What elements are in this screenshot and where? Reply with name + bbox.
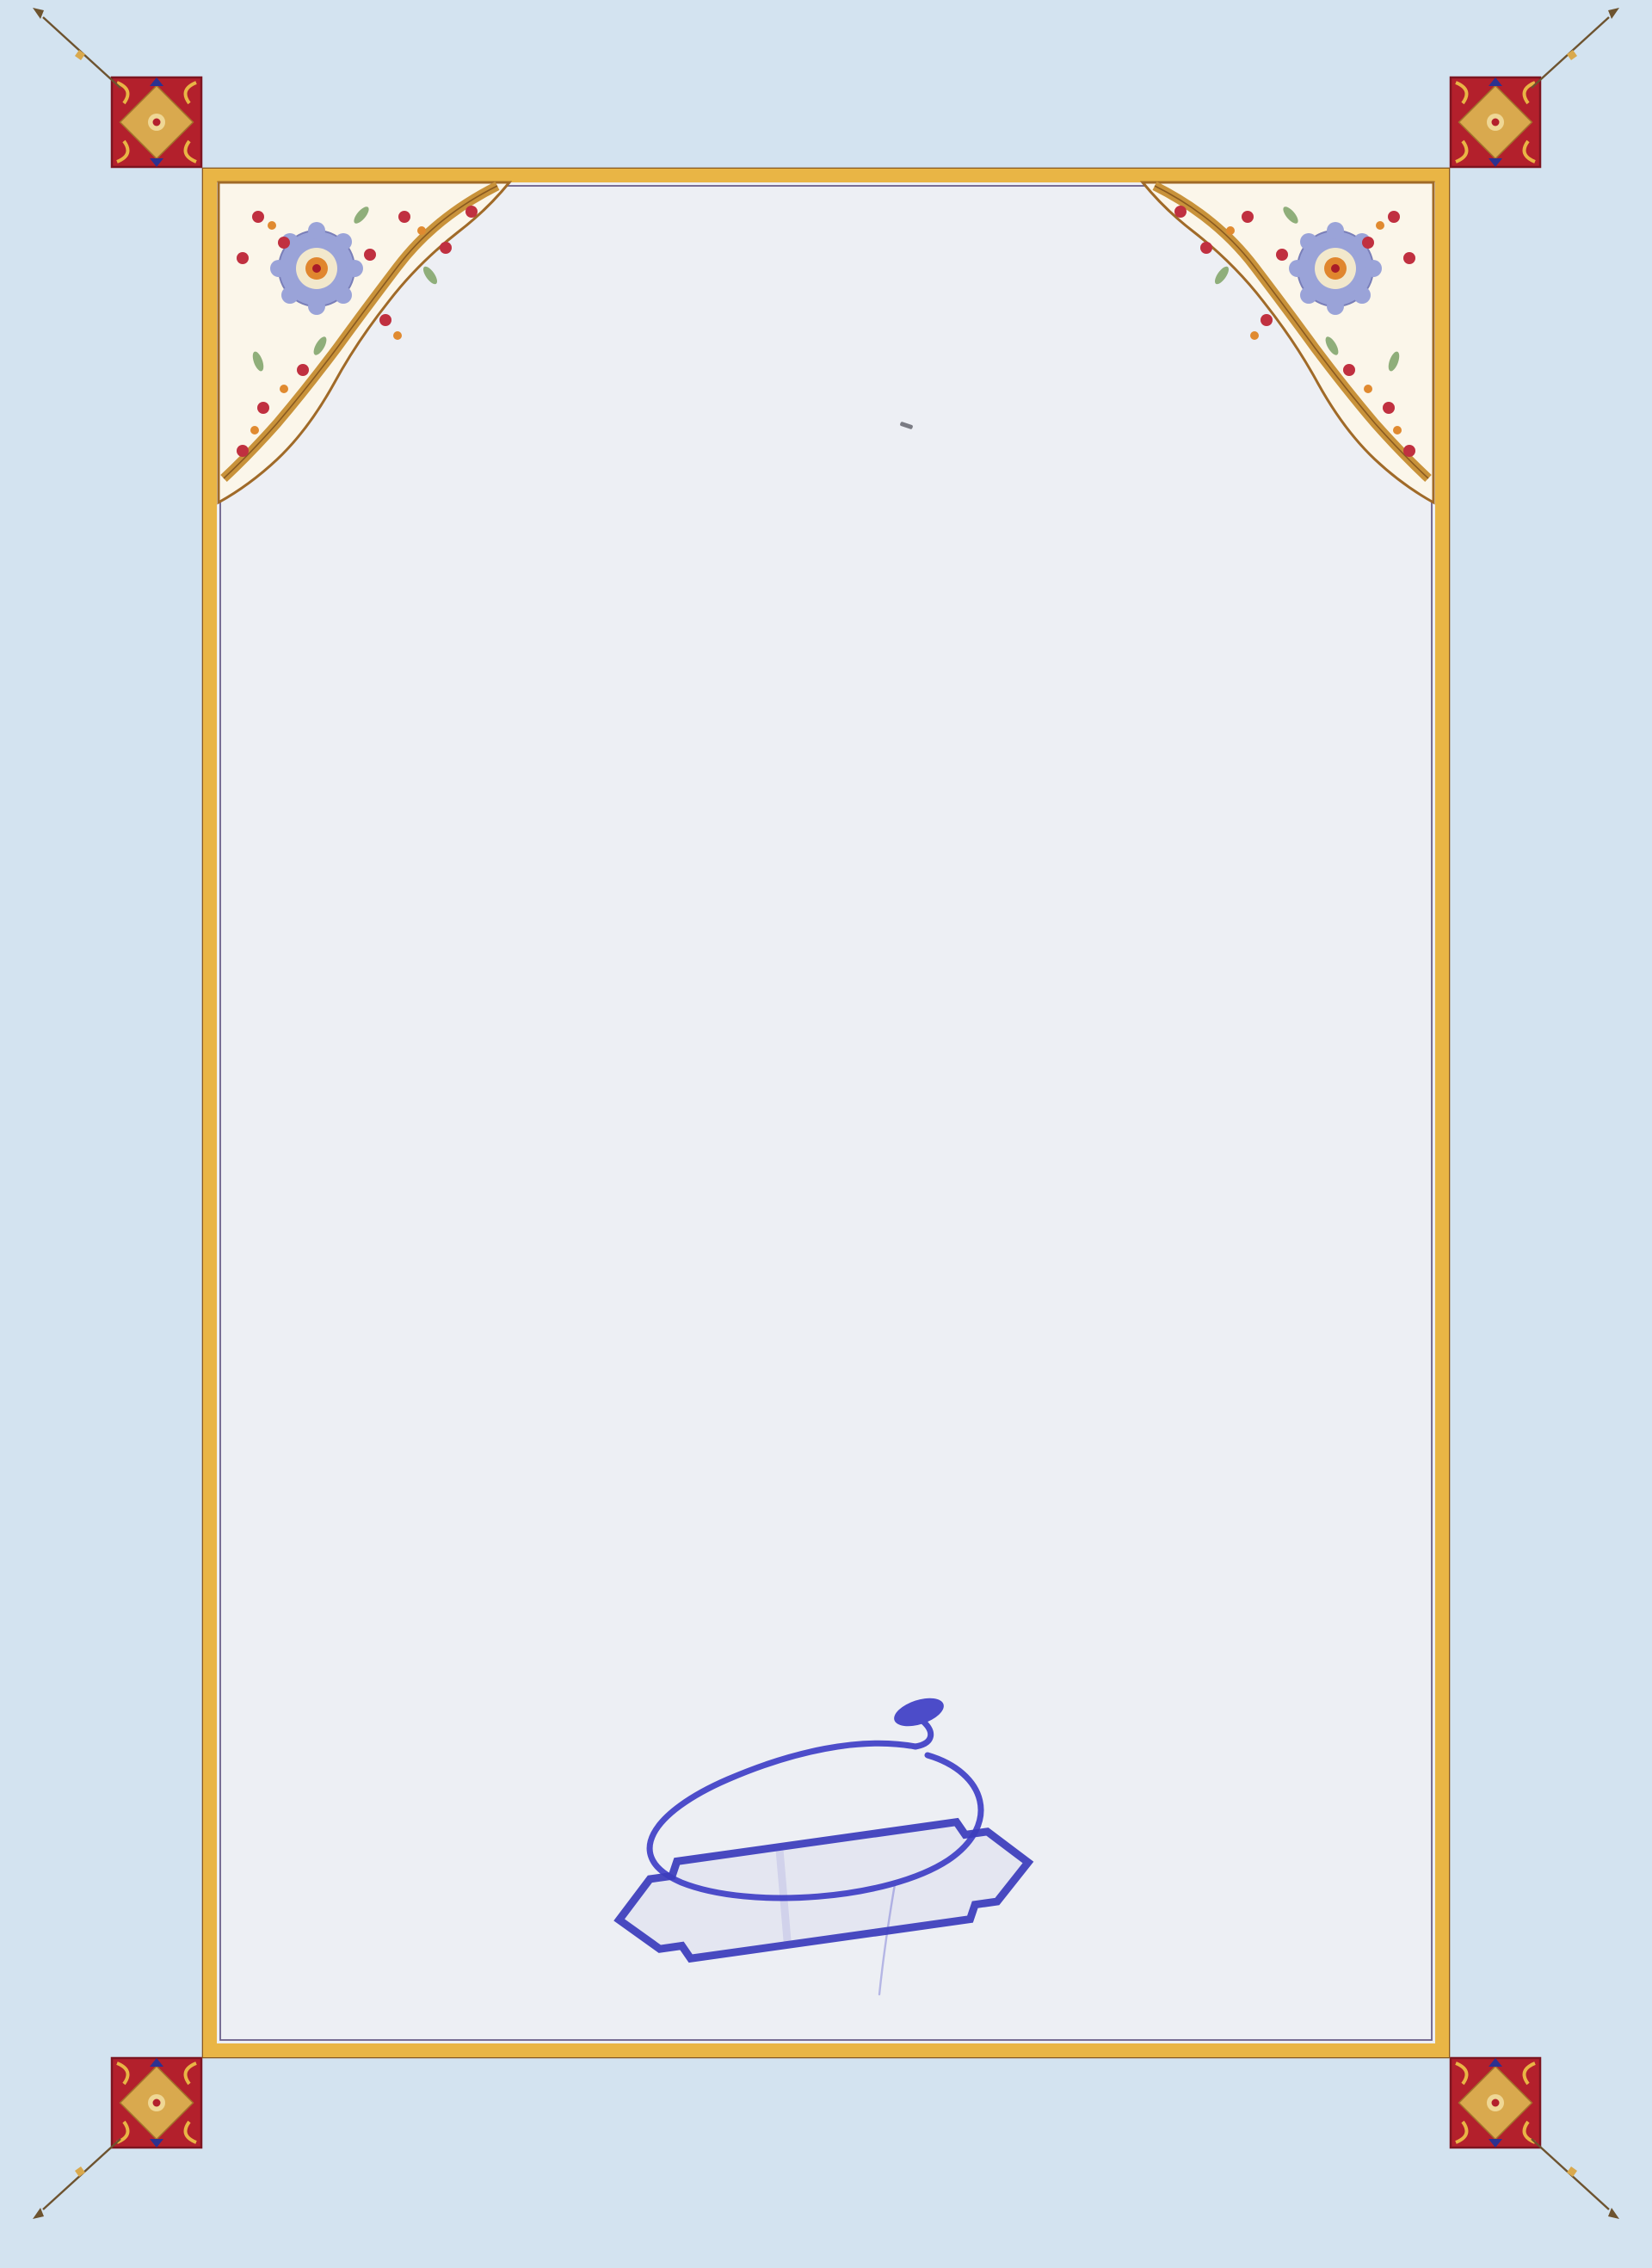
official-stamp bbox=[613, 1813, 1035, 1968]
